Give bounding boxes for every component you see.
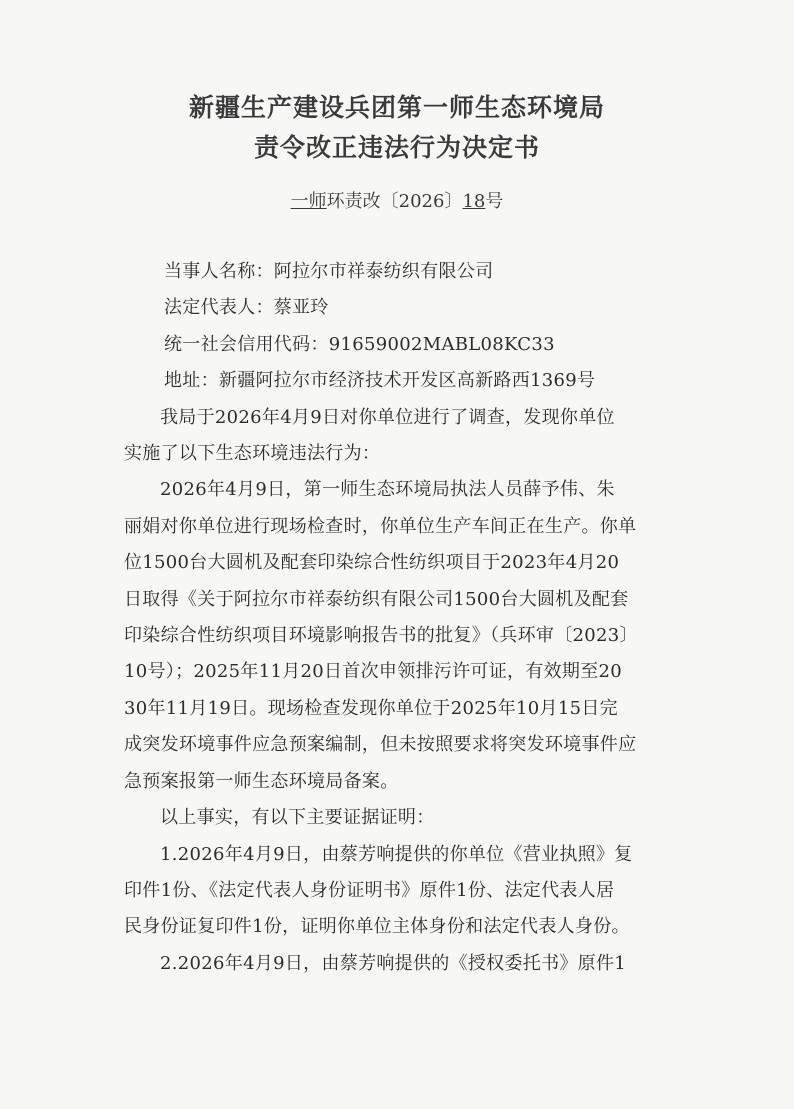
body-line: 民身份证复印件1份，证明你单位主体身份和法定代表人身份。	[124, 916, 630, 938]
document-number	[0, 187, 794, 213]
party-name: 当事人名称：阿拉尔市祥泰纺织有限公司	[164, 261, 494, 282]
body-line: 成突发环境事件应急预案编制，但未按照要求将突发环境事件应	[124, 734, 637, 756]
party-address: 地址：新疆阿拉尔市经济技术开发区高新路西1369号	[164, 370, 596, 392]
document-body	[124, 254, 676, 982]
party-legal-rep: 法定代表人：蔡亚玲	[164, 297, 329, 319]
body-line: 丽娟对你单位进行现场检查时，你单位生产车间正在生产。你单	[124, 515, 637, 537]
document-title-line1: 新疆生产建设兵团第一师生态环境局	[188, 93, 605, 122]
body-line: 日取得《关于阿拉尔市祥泰纺织有限公司1500台大圆机及配套	[124, 588, 629, 610]
document-title-line2: 责令改正违法行为决定书	[253, 133, 540, 162]
body-line: 30年11月19日。现场检查发现你单位于2025年10月15日完	[124, 697, 618, 719]
doc-number-middle: 环责改〔2026〕	[326, 191, 463, 212]
body-line: 位1500台大圆机及配套印染综合性纺织项目于2023年4月20	[124, 552, 620, 574]
body-line: 印染综合性纺织项目环境影响报告书的批复》（兵环审〔2023〕	[124, 625, 638, 647]
body-line: 2026年4月9日，第一师生态环境局执法人员薛予伟、朱	[160, 479, 615, 501]
body-line: 以上事实，有以下主要证据证明：	[160, 807, 435, 829]
body-line: 印件1份、《法定代表人身份证明书》原件1份、法定代表人居	[124, 879, 615, 901]
body-line: 我局于2026年4月9日对你单位进行了调查，发现你单位	[160, 406, 615, 428]
body-line: 1.2026年4月9日，由蔡芳响提供的你单位《营业执照》复	[160, 843, 633, 865]
body-line: 急预案报第一师生态环境局备案。	[124, 770, 399, 792]
doc-number-value: 18	[462, 191, 486, 212]
doc-number-prefix: 一师	[290, 191, 327, 212]
body-line: 实施了以下生态环境违法行为：	[124, 443, 381, 465]
doc-number-suffix: 号	[485, 191, 504, 212]
body-line: 10号）；2025年11月20日首次申领排污许可证，有效期至20	[124, 661, 623, 683]
body-line: 2.2026年4月9日，由蔡芳响提供的《授权委托书》原件1	[160, 952, 627, 974]
party-credit-code: 统一社会信用代码：91659002MABL08KC33	[164, 333, 555, 355]
